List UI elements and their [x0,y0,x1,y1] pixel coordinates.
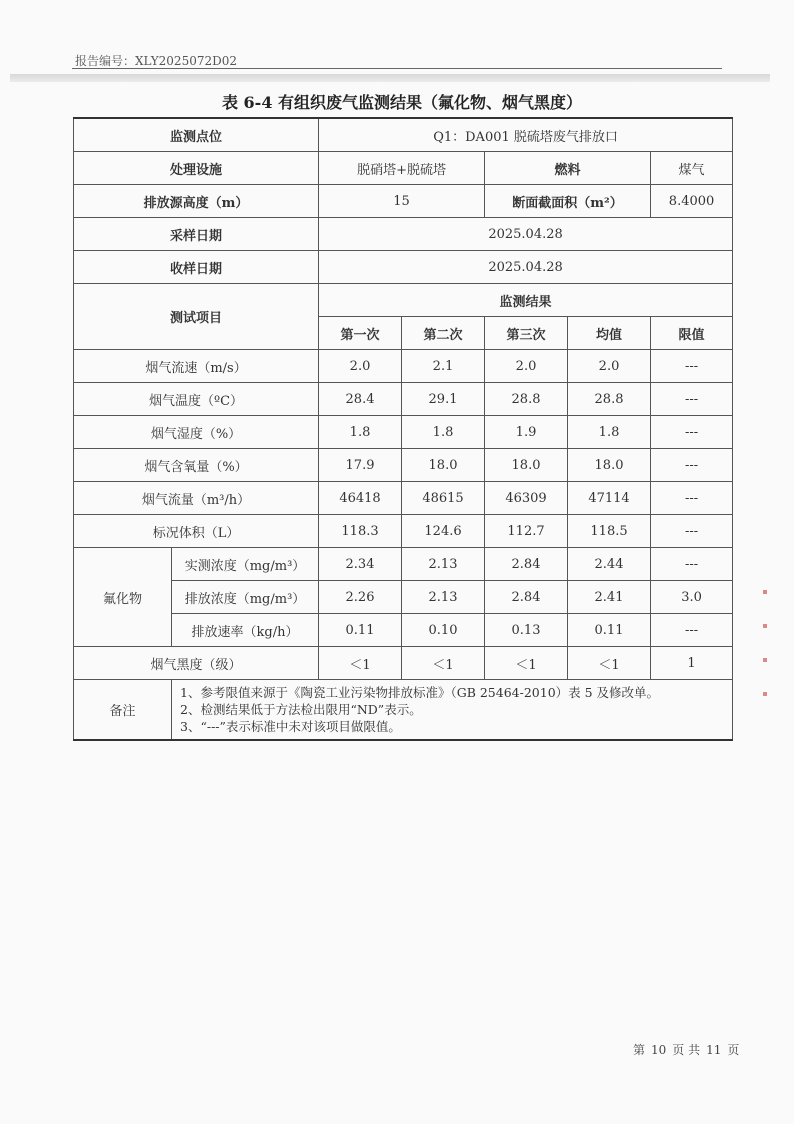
area-value: 8.4000 [651,185,733,218]
value-1: 2.0 [319,350,402,383]
col-first: 第一次 [319,317,402,350]
value-1: 1.8 [319,416,402,449]
value-2: 0.10 [402,614,485,647]
value-1: 17.9 [319,449,402,482]
item-name: 烟气黑度（级） [74,647,319,680]
value-1: 2.34 [319,548,402,581]
item-name: 排放浓度（mg/m³） [172,581,319,614]
note-line: 3、“---”表示标准中未对该项目做限值。 [180,719,401,734]
side-seal-marks [763,590,769,740]
facility-value: 脱硝塔+脱硫塔 [319,152,485,185]
report-number: 报告编号：XLY2025072D02 [75,54,238,68]
value-average: 2.41 [568,581,651,614]
value-limit: --- [651,614,733,647]
table-row [74,581,733,614]
value-limit: --- [651,515,733,548]
table-row [74,383,733,416]
value-3: 18.0 [485,449,568,482]
page-mid: 页 共 [672,1043,701,1057]
value-average: 1.8 [568,416,651,449]
table-row [74,350,733,383]
value-average: 47114 [568,482,651,515]
value-limit: --- [651,548,733,581]
value-limit: --- [651,350,733,383]
note-line: 1、参考限值来源于《陶瓷工业污染物排放标准》（GB 25464-2010）表 5 及修改单。 [180,685,660,700]
value-average: 18.0 [568,449,651,482]
header-rule [72,68,722,69]
value-1: 118.3 [319,515,402,548]
row-notes [74,680,733,741]
value-1: 0.11 [319,614,402,647]
value-3: 2.0 [485,350,568,383]
facility-label: 处理设施 [74,152,319,185]
value-limit: --- [651,416,733,449]
value-limit: --- [651,482,733,515]
value-2: 1.8 [402,416,485,449]
item-name: 排放速率（kg/h） [172,614,319,647]
receive-date-label: 收样日期 [74,251,319,284]
value-3: ＜1 [485,647,568,680]
value-2: 2.1 [402,350,485,383]
page-suffix: 页 [727,1043,740,1057]
item-name: 标况体积（L） [74,515,319,548]
value-limit: --- [651,449,733,482]
value-1: 46418 [319,482,402,515]
value-average: 2.0 [568,350,651,383]
value-average: 28.8 [568,383,651,416]
value-3: 46309 [485,482,568,515]
receive-date-value: 2025.04.28 [319,251,733,284]
col-limit: 限值 [651,317,733,350]
sample-date-label: 采样日期 [74,218,319,251]
page-current: 10 [651,1043,667,1057]
table-row [74,449,733,482]
value-2: ＜1 [402,647,485,680]
table-row [74,515,733,548]
value-limit: 1 [651,647,733,680]
value-2: 48615 [402,482,485,515]
value-3: 28.8 [485,383,568,416]
value-average: 2.44 [568,548,651,581]
item-name: 烟气温度（ºC） [74,383,319,416]
value-2: 29.1 [402,383,485,416]
value-2: 2.13 [402,548,485,581]
fuel-value: 煤气 [651,152,733,185]
sample-date-value: 2025.04.28 [319,218,733,251]
page-total: 11 [706,1043,722,1057]
result-header: 监测结果 [319,284,733,317]
col-second: 第二次 [402,317,485,350]
value-3: 1.9 [485,416,568,449]
note-line: 2、检测结果低于方法检出限用“ND”表示。 [180,702,422,717]
row-receive-date [74,251,733,284]
value-average: ＜1 [568,647,651,680]
table-row [74,614,733,647]
monitor-point-label: 监测点位 [74,118,319,152]
height-label: 排放源高度（m） [74,185,319,218]
item-name: 烟气湿度（%） [74,416,319,449]
height-value: 15 [319,185,485,218]
area-label: 断面截面积（m²） [485,185,651,218]
item-name: 烟气含氧量（%） [74,449,319,482]
value-3: 0.13 [485,614,568,647]
table-row [74,647,733,680]
value-3: 2.84 [485,581,568,614]
row-result-header [74,284,733,317]
fluoride-label: 氟化物 [74,548,172,647]
value-2: 2.13 [402,581,485,614]
value-2: 18.0 [402,449,485,482]
value-average: 0.11 [568,614,651,647]
notes-label: 备注 [74,680,172,741]
value-1: 2.26 [319,581,402,614]
row-height-area [74,185,733,218]
row-sample-date [74,218,733,251]
table-row [74,482,733,515]
col-third: 第三次 [485,317,568,350]
value-1: 28.4 [319,383,402,416]
page-number [630,1041,742,1058]
table-title: 表 6-4 有组织废气监测结果（氟化物、烟气黑度） [221,93,583,112]
page-prefix: 第 [633,1043,646,1057]
value-average: 118.5 [568,515,651,548]
item-name: 实测浓度（mg/m³） [172,548,319,581]
item-name: 烟气流速（m/s） [74,350,319,383]
monitor-point-value: Q1：DA001 脱硫塔废气排放口 [319,118,733,152]
notes-content [172,680,733,741]
item-name: 烟气流量（m³/h） [74,482,319,515]
col-average: 均值 [568,317,651,350]
fuel-label: 燃料 [485,152,651,185]
value-limit: 3.0 [651,581,733,614]
value-1: ＜1 [319,647,402,680]
table-row [74,548,733,581]
value-2: 124.6 [402,515,485,548]
value-3: 2.84 [485,548,568,581]
row-monitor-point [74,118,733,152]
value-3: 112.7 [485,515,568,548]
row-facility [74,152,733,185]
header-band [10,74,770,82]
monitoring-results-table [73,117,733,741]
value-limit: --- [651,383,733,416]
item-header: 测试项目 [74,284,319,350]
table-row [74,416,733,449]
